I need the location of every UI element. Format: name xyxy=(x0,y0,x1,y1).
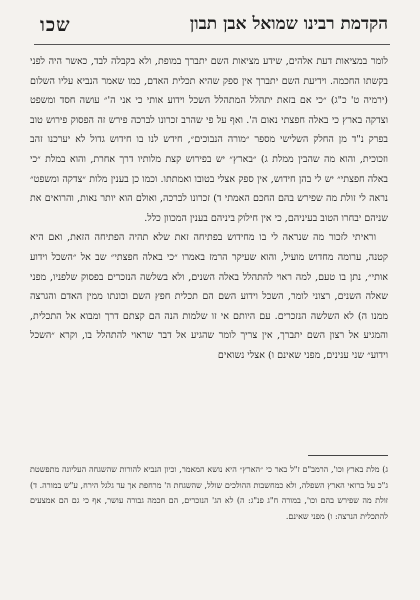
paragraph: וראיתי לזכור מה שנראה לי בו מחידוש בפתיחה זאת שלא תהיה הפתיחה הזאת, ואם היא קטנה, ערומה מחדוש מועיל, והוא שעיקר הרמז באמרו ״כי באלה חפצתי״ שב אל ״השכל וידוע אותי״, נתן בו טעם, למה ראוי להתהלל באלה השנים, ולא בשלשה הנזכרים בפסוק שלפניו, מפני שאלה השנים, רצוני לומר, השכל וידוע השם הם תכלית חפץ השם וכונתו ממין האדם והגרצה ממנו ה) לא השלשה הנזכרים. עם היותם אי זו שלמות הנה הם קצתם דרך ומבוא אל התכלית, והמגיע אל רצון השם יתברך, אין צריך לומר שהגיע אל דבר שראוי להתהלל בו, וקרא ״השכל וידוע״ שני ענינים, מפני שאינם ו) אצלי נשואים xyxy=(30,232,388,361)
page-number: שכו xyxy=(40,14,71,36)
paragraph: לומר במציאות דעת אלהים, שידע מציאות השם יתברך במופת, ולא בקבלה לבד, כאשר היה לפני בקשתו החכמה. וידיעת השם יתברך אין ספק שהיא תכלית האדם, כמו שאמר הנביא עליו השלום (ירמיה ט' כ"ג) ״כי אם בזאת יתהלל המתהלל השכל וידוע אותי כי אני ה'״ עושה חסד ומשפט וצדקה בארץ כי באלה חפצתי נאום ה'. ואף על פי שהרב זכרונו לברכה פירש זה הפסוק פירוש טוב בפרק נ"ד מן החלק השלישי מספר ״מורה הנבוכים״, חידש לנו בו חידוש גדול לא יערכנו זהב וזכוכית, והוא מה שהבין ממלת ג) ״בארץ״ יש בפירוש קצת מלותיו דרך אחרת, והוא במלת ״כי באלה חפצתי״ יש לי בהן חידוש, אין ספק אצלי בטובו ואמתתו. וכמו כן בענין מלות ״צדקה ומשפט״ נראה לי זולת מה שפירש בהם החכם האמתי ד) זכרונו לברכה, ואולם הוא יותר נאות, והרואים את שניהם יבחרו הטוב בעיניהם, כי אין חילוק ביניהם בענין המכוון כלל. xyxy=(30,56,388,224)
running-title: הקדמת רבינו שמואל אבן תבון xyxy=(189,14,388,34)
page-header xyxy=(40,14,388,42)
footnotes: ג) מלת בארץ וכו', הרמב"ם ז"ל באר כי ״הארץ״ היא נושא המאמר, וכיון הנביא להורות שהשגחה העליונה מתפשטת ג"כ על ברואי הארץ השפלה, ולא כמחשבות ההולכים שולל, שהשגחת ה' מרחפת אך עד גלגל הירח, ע"ש במורה. ד) זולת מה שפירש בהם וכו', במורה ח"ג פנ"ג: ה) לא הג' הנזכרים, הם חכמה גבורה עושר, אף כי גם הם אמצעים להתכלית הנרצה: ו) מפני שאינם. xyxy=(30,465,388,521)
footnote-rule xyxy=(308,455,388,456)
header-rule xyxy=(34,44,390,45)
main-text xyxy=(30,52,388,442)
